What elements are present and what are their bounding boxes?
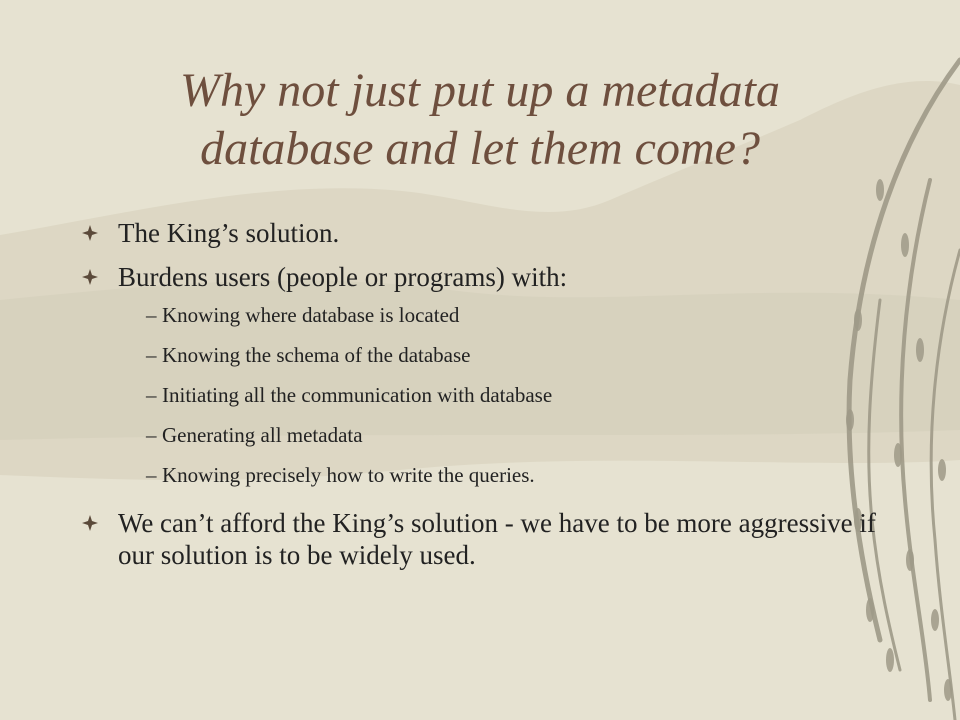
sub-bullet-item <box>82 383 882 408</box>
dash-marker: – <box>146 383 157 407</box>
title-line-1: Why not just put up a metadata <box>180 64 780 117</box>
slide-body <box>82 217 882 571</box>
sub-bullet-text: Knowing where database is located <box>162 303 460 327</box>
dash-marker: – <box>146 423 157 447</box>
bullet-item <box>82 217 882 249</box>
sub-bullet-text: Knowing the schema of the database <box>162 343 471 367</box>
slide-title <box>60 62 900 178</box>
sub-bullet-item <box>82 423 882 448</box>
dash-marker: – <box>146 343 157 367</box>
bullet-text: The King’s solution. <box>118 218 340 248</box>
bullet-text: We can’t afford the King’s solution - we have to be more aggressive if our solution is to be widely used. <box>118 508 876 570</box>
sub-bullet-text: Initiating all the communication with database <box>162 383 553 407</box>
sub-bullet-text: Knowing precisely how to write the queries. <box>162 463 535 487</box>
sub-bullet-item <box>82 463 882 488</box>
diamond-bullet-icon <box>82 269 98 285</box>
bullet-item <box>82 261 882 293</box>
diamond-bullet-icon <box>82 515 98 531</box>
diamond-bullet-icon <box>82 225 98 241</box>
bullet-text: Burdens users (people or programs) with: <box>118 262 568 292</box>
sub-bullet-item <box>82 343 882 368</box>
dash-marker: – <box>146 463 157 487</box>
sub-bullet-item <box>82 303 882 328</box>
title-line-2: database and let them come? <box>200 122 760 175</box>
sub-bullet-text: Generating all metadata <box>162 423 363 447</box>
dash-marker: – <box>146 303 157 327</box>
bullet-item <box>82 507 882 571</box>
